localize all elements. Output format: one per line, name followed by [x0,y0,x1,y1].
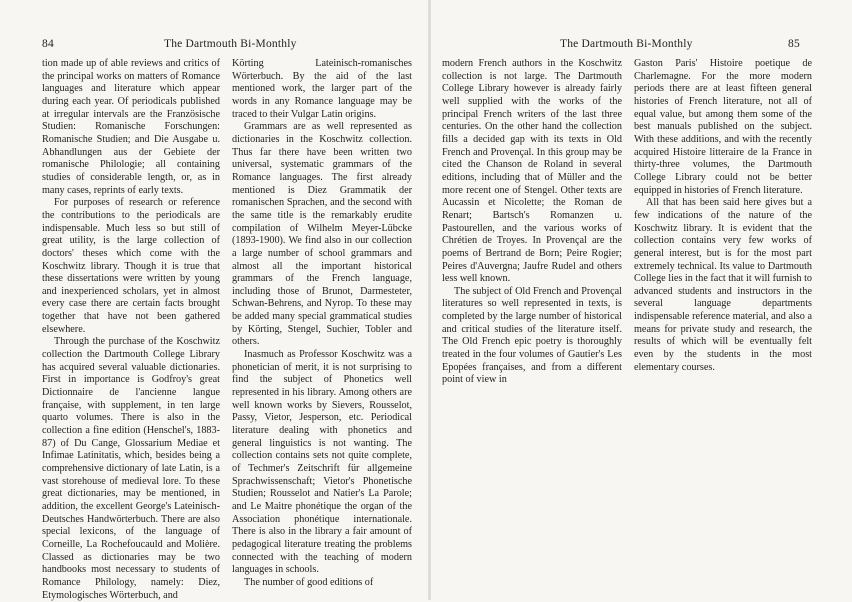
paragraph: Körting Lateinisch-romanisches Wörterbuch. By the aid of the last mentioned work, the larger part of the words in any Romance language may be traced to their Vulgar Latin origins. [232,58,412,120]
paragraph: Inasmuch as Professor Koschwitz was a phonetician of merit, it is not surprising to find the subject of Phonetics well represented in his library. Among others are well known works by Sievers, Rousselot, Passy, Vietor, Jesperson, etc. Periodical literature dealing with phonetics and general linguistics is not wanting. The collection contains sets not quite complete, of Techmer's Zeitschrift für allgemeine Sprachwissenschaft; Vietor's Phonetische Studien; Rousselot and Natier's La Parole; and Le Maitre phonétique the organ of the Association phonétique internationale. There is also in the library a fair amount of pedagogical literature treating the problems connected with the teaching of modern languages in schools. [232,349,412,576]
left-page-column-1 [42,58,220,602]
page-number-right: 85 [788,38,800,50]
paragraph: The subject of Old French and Provençal literatures so well represented in texts, is completed by the large number of historical and critical studies of the literature itself. The Old French epic poetry is thoroughly treated in the four volumes of Gautier's Les Epopées françaises, and from a different point of view in [442,285,622,386]
paragraph: All that has been said here gives but a few indications of the nature of the Koschwitz library. It is evident that the collection contains very few works of general interest, but is for the most part extremely technical. Its value to Dartmouth College lies in the fact that it will furnish to advanced students and instructors in the several language departments indispensable reference material, and also a means for private study and research, the results of which will be eventually felt even by the students in the most elementary courses. [634,197,812,373]
paragraph: modern French authors in the Koschwitz collection is not large. The Dartmouth College Library however is already fairly well supplied with the works of the principal French writers of the last three centuries. On the other hand the collection fills a decided gap with its texts in Old French and Provençal. In this group may be cited the Chanson de Roland in several editions, including that of Müller and the more recent one of Stengel. Other texts are Aucassin et Nicolette; the Roman de Renart; Bartsch's Romanzen u. Pastourellen, and the various works of Chrétien de Troyes. In Provençal are the poems of Bertrand de Born; Peire Rogier; Peires d'Auvergna; Jaufre Rudel and others less well known. [442,58,622,285]
right-page-column-2 [634,58,812,374]
paragraph: Gaston Paris' Histoire poetique de Charlemagne. For the more modern periods there are at least fifteen general histories of French literature, not all of equal value, but among them some of the best manuals published on the subject. With these additions, and with the recently acquired Histoire litteraire de la France in thirty-three volumes, the Dartmouth College Library could not be better equipped in histories of French literature. [634,58,812,196]
running-head-right: The Dartmouth Bi-Monthly [560,38,693,50]
paragraph: Grammars are as well represented as dictionaries in the Koschwitz collection. Thus far there have been written two universal, systematic grammars of the Romance languages. The first already mentioned is Diez Grammatik der romanischen Sprachen, and the second with the same title is the remarkably erudite compilation of Wilhelm Meyer-Lübcke (1893-1900). We find also in our collection a large number of school grammars and almost all the important historical grammars of the French language, including those of Brunot, Darmesteter, Schwan-Behrens, and Nyrop. To these may be added many special grammatical studies by Körting, Stengel, Suchier, Tobler and others. [232,121,412,348]
running-head-left: The Dartmouth Bi-Monthly [164,38,297,50]
paragraph: Through the purchase of the Koschwitz collection the Dartmouth College Library has acquired several valuable dictionaries. First in importance is Godfroy's great Dictionnaire de l'ancienne langue française, with supplement, in ten large quarto volumes. There is also in the collection a fine edition (Henschel's, 1883-87) of Du Cange, Glossarium Mediae et Infimae Latinitatis, which, besides being a comprehensive dictionary of late Latin, is a vast storehouse of medieval lore. To these great dictionaries, may be mentioned, in addition, the excellent George's Lateinisch-Deutsches Handwörterbuch. There are also special lexicons, of the language of Corneille, La Rochefoucauld and Molière. Classed as dictionaries may be two handbooks most necessary to students of Romance Philology, namely: Diez, Etymologisches Wörterbuch, and [42,336,220,601]
right-page [430,0,852,600]
page-number-left: 84 [42,38,54,50]
paragraph: The number of good editions of [244,576,374,588]
paragraph: tion made up of able reviews and critics of the principal works on matters of Romance languages and literature which appear during each year. Of periodicals published at irregular intervals are the Französische Studien: Romanische Forschungen: Romanische Studien; and Die Ausgabe u. Abhandlungen aus der Gebiete der romanische Philologie; all containing studies of considerable length, or, as in many cases, reprints of early texts. [42,58,220,196]
paragraph: For purposes of research or reference the contributions to the periodicals are indispensable. Much less so but still of great utility, is the large collection of doctors' theses which come with the Koschwitz library. Though it is true that these dissertations were written by young and inexperienced scholars, yet in almost every case there are certain facts brought together that have not been gathered elsewhere. [42,197,220,335]
right-page-column-1 [442,58,622,387]
left-page-column-2 [232,58,412,590]
